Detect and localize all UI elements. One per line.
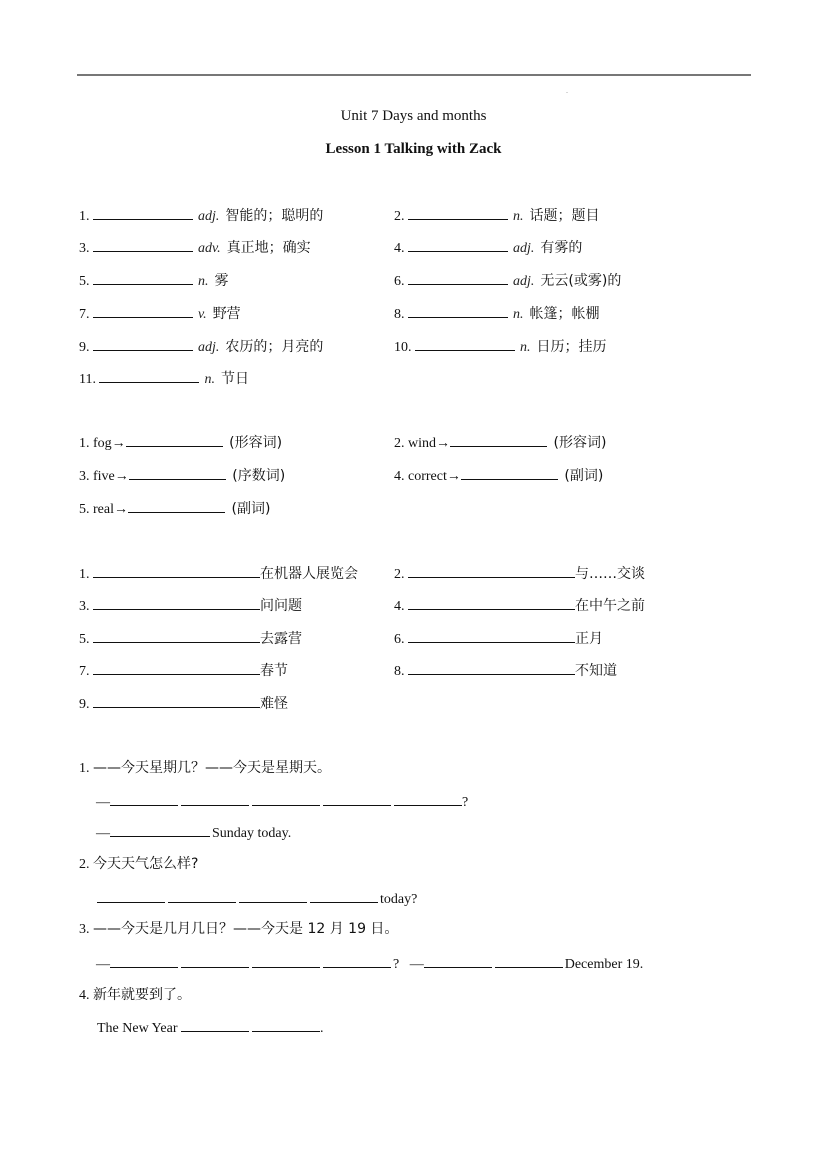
part-of-speech: n.: [520, 340, 531, 355]
meaning: 问问题: [260, 598, 302, 614]
item-number: 7.: [79, 307, 90, 322]
answer-line: [97, 1017, 323, 1035]
sentence-prompt: [79, 759, 331, 777]
part-of-speech: v.: [198, 307, 207, 322]
phrase-item: [79, 693, 288, 711]
part-of-speech: adj.: [198, 340, 220, 355]
item-number: 5.: [79, 274, 90, 289]
sentence-prompt: [79, 986, 191, 1004]
meaning: 真正地；确实: [226, 240, 311, 256]
header-dot: .: [566, 86, 568, 95]
dash: —: [409, 957, 424, 972]
form-prompt: 1. fog→: [79, 436, 126, 451]
answer-blank[interactable]: [408, 270, 508, 285]
item-number: 2.: [394, 567, 405, 582]
prompt-text: ——今天是几月几日？——今天是 12 月 19 日。: [93, 921, 399, 937]
item-number: 5.: [79, 632, 90, 647]
sentence-prompt: [79, 920, 398, 938]
item-number: 10.: [394, 340, 412, 355]
form-hint: (形容词): [553, 435, 607, 451]
answer-blank[interactable]: [110, 791, 178, 806]
meaning: 雾: [214, 273, 229, 289]
item-number: 3.: [79, 599, 90, 614]
answer-line: [96, 953, 643, 971]
item-number: 1.: [79, 209, 90, 224]
form-prompt: 2. wind→: [394, 436, 450, 451]
part-of-speech: adj.: [513, 274, 535, 289]
answer-blank[interactable]: [93, 336, 193, 351]
sentence-prompt: [79, 855, 198, 873]
meaning: 农历的；月亮的: [225, 339, 324, 355]
answer-line: [96, 822, 291, 840]
ending-text: ?: [462, 795, 469, 810]
phrase-item: [394, 563, 645, 581]
form-hint: (副词): [231, 501, 271, 517]
ending-text: today?: [380, 892, 418, 907]
answer-line: [97, 888, 417, 906]
vocab-item: [394, 205, 600, 223]
dash: —: [96, 826, 110, 841]
answer-blank[interactable]: [408, 205, 508, 220]
meaning: 日历；挂历: [536, 339, 607, 355]
answer-blank[interactable]: [252, 1017, 320, 1032]
item-number: 8.: [394, 307, 405, 322]
meaning: 去露营: [260, 631, 302, 647]
meaning: 野营: [212, 306, 241, 322]
answer-blank[interactable]: [93, 595, 260, 610]
vocab-item: [79, 336, 323, 354]
answer-blank[interactable]: [181, 953, 249, 968]
item-number: 9.: [79, 340, 90, 355]
answer-blank[interactable]: [394, 791, 462, 806]
meaning: 正月: [575, 631, 603, 647]
part-of-speech: n.: [198, 274, 209, 289]
part-of-speech: adv.: [198, 241, 221, 256]
vocab-item: [79, 237, 311, 255]
meaning: 话题；题目: [529, 208, 600, 224]
meaning: 难怪: [260, 696, 288, 712]
item-number: 7.: [79, 664, 90, 679]
vocab-item: [394, 237, 582, 255]
form-hint: (副词): [564, 468, 604, 484]
answer-blank[interactable]: [252, 953, 320, 968]
answer-blank[interactable]: [181, 1017, 249, 1032]
form-hint: (序数词): [232, 468, 286, 484]
ending-text: .: [319, 1021, 324, 1036]
part-of-speech: adj.: [513, 241, 535, 256]
vocab-item: [79, 270, 229, 288]
item-number: 3.: [79, 922, 90, 937]
item-number: 4.: [394, 241, 405, 256]
answer-blank[interactable]: [93, 270, 193, 285]
answer-blank[interactable]: [323, 953, 391, 968]
form-hint: (形容词): [229, 435, 283, 451]
phrase-item: [79, 660, 288, 678]
answer-blank[interactable]: [310, 888, 378, 903]
answer-blank[interactable]: [126, 432, 223, 447]
start-text: The New Year: [97, 1021, 178, 1036]
item-number: 1.: [79, 761, 90, 776]
meaning: 有雾的: [540, 240, 583, 256]
answer-blank[interactable]: [408, 237, 508, 252]
item-number: 1.: [79, 567, 90, 582]
answer-blank[interactable]: [415, 336, 515, 351]
answer-line: [96, 791, 468, 809]
form-item: [79, 432, 282, 450]
answer-blank[interactable]: [495, 953, 563, 968]
item-number: 2.: [79, 857, 90, 872]
unit-title: Unit 7 Days and months: [340, 108, 487, 124]
part-of-speech: n.: [204, 372, 215, 387]
answer-blank[interactable]: [93, 660, 260, 675]
answer-blank[interactable]: [93, 303, 193, 318]
answer-blank[interactable]: [408, 595, 575, 610]
item-number: 4.: [79, 988, 90, 1003]
item-number: 8.: [394, 664, 405, 679]
meaning: 在机器人展览会: [260, 566, 358, 582]
form-prompt: 3. five→: [79, 469, 129, 484]
answer-blank[interactable]: [110, 953, 178, 968]
meaning: 帐篷；帐棚: [529, 306, 600, 322]
form-prompt: 5. real→: [79, 502, 128, 517]
answer-blank[interactable]: [99, 368, 199, 383]
form-item: [394, 465, 603, 483]
item-number: 6.: [394, 274, 405, 289]
answer-blank[interactable]: [323, 791, 391, 806]
meaning: 在中午之前: [575, 598, 645, 614]
vocab-item: [394, 336, 607, 354]
answer-blank[interactable]: [93, 628, 260, 643]
answer-blank[interactable]: [408, 660, 575, 675]
answer-blank[interactable]: [408, 563, 575, 578]
item-number: 2.: [394, 209, 405, 224]
dash: —: [96, 795, 110, 810]
phrase-item: [79, 595, 302, 613]
ending-text: Sunday today.: [212, 826, 292, 841]
phrase-item: [394, 660, 617, 678]
answer-blank[interactable]: [424, 953, 492, 968]
phrase-item: [394, 595, 645, 613]
prompt-text: 新年就要到了。: [93, 987, 191, 1003]
meaning: 春节: [260, 663, 288, 679]
answer-blank[interactable]: [129, 465, 226, 480]
item-number: 11.: [79, 372, 96, 387]
phrase-item: [394, 628, 603, 646]
item-number: 9.: [79, 697, 90, 712]
meaning: 节日: [220, 371, 249, 387]
answer-blank[interactable]: [97, 888, 165, 903]
item-number: 3.: [79, 241, 90, 256]
phrase-item: [79, 563, 358, 581]
vocab-item: [79, 303, 241, 321]
meaning: 不知道: [575, 663, 617, 679]
answer-blank[interactable]: [461, 465, 558, 480]
answer-blank[interactable]: [93, 205, 193, 220]
form-prompt: 4. correct→: [394, 469, 461, 484]
answer-blank[interactable]: [168, 888, 236, 903]
prompt-text: ——今天星期几？——今天是星期天。: [93, 760, 331, 776]
ending-text: ?: [393, 957, 400, 972]
vocab-item: [79, 368, 249, 386]
vocab-item: [79, 205, 323, 223]
item-number: 6.: [394, 632, 405, 647]
prompt-text: 今天天气怎么样?: [93, 856, 199, 872]
part-of-speech: n.: [513, 307, 524, 322]
answer-blank[interactable]: [93, 563, 260, 578]
form-item: [394, 432, 606, 450]
meaning: 智能的；聪明的: [225, 208, 324, 224]
form-item: [79, 465, 285, 483]
form-item: [79, 498, 270, 516]
answer-blank[interactable]: [239, 888, 307, 903]
ending-text: December 19.: [564, 957, 644, 972]
answer-blank[interactable]: [93, 693, 260, 708]
answer-blank[interactable]: [408, 628, 575, 643]
item-number: 4.: [394, 599, 405, 614]
part-of-speech: adj.: [198, 209, 220, 224]
answer-blank[interactable]: [181, 791, 249, 806]
answer-blank[interactable]: [450, 432, 547, 447]
vocab-item: [394, 270, 621, 288]
phrase-item: [79, 628, 302, 646]
meaning: 无云(或雾)的: [540, 273, 622, 289]
answer-blank[interactable]: [252, 791, 320, 806]
answer-blank[interactable]: [110, 822, 210, 837]
answer-blank[interactable]: [408, 303, 508, 318]
answer-blank[interactable]: [93, 237, 193, 252]
meaning: 与……交谈: [575, 566, 645, 582]
dash: —: [96, 957, 110, 972]
header-rule: [77, 74, 751, 76]
vocab-item: [394, 303, 600, 321]
part-of-speech: n.: [513, 209, 524, 224]
lesson-title: Lesson 1 Talking with Zack: [325, 141, 502, 157]
answer-blank[interactable]: [128, 498, 225, 513]
